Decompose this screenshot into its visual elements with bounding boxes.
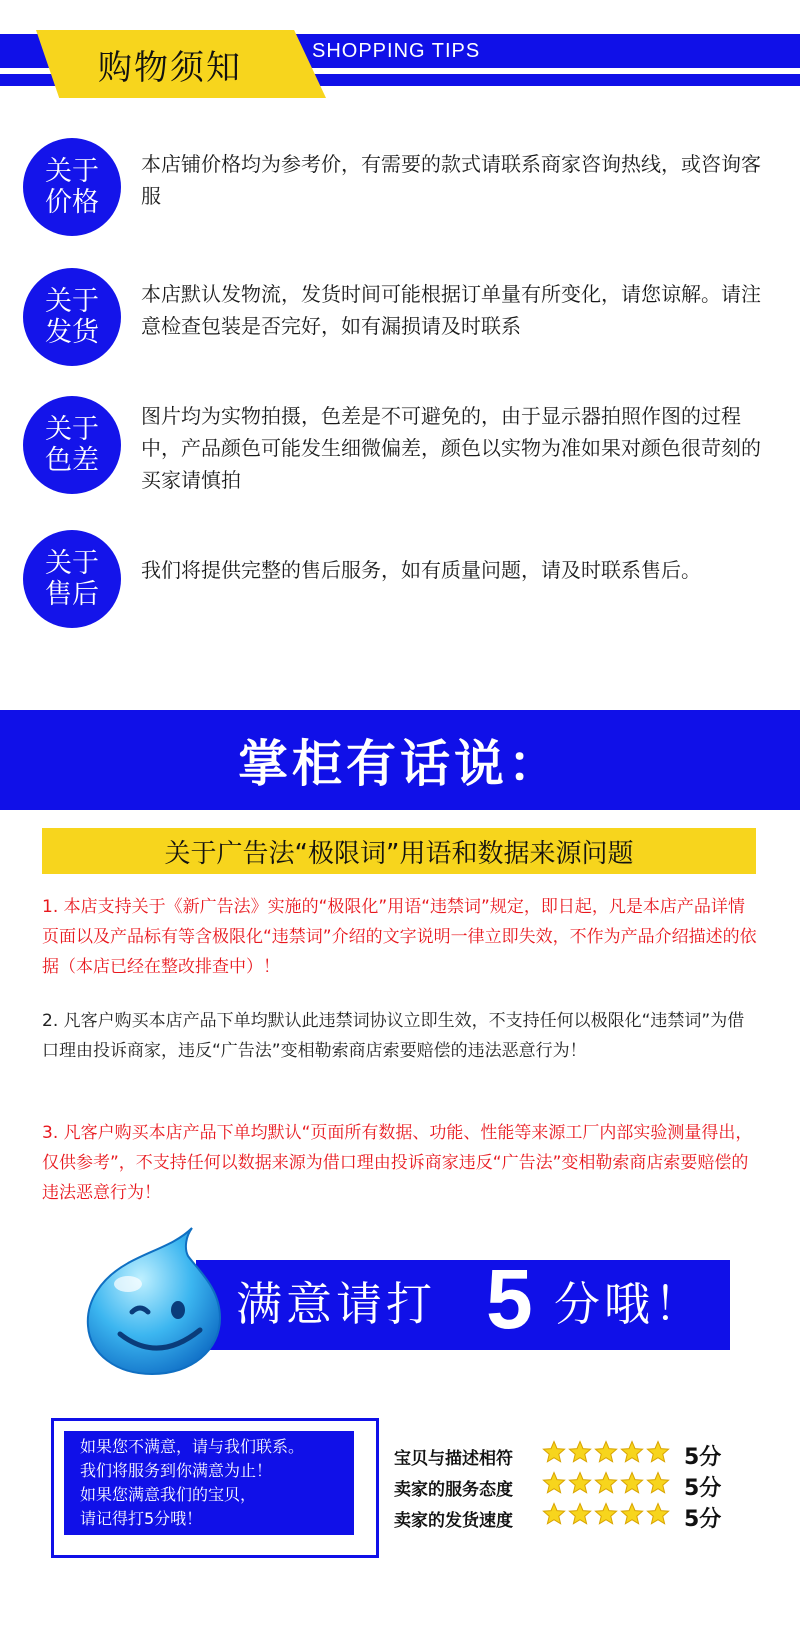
- gold-star-icon: [646, 1471, 670, 1495]
- rating-row-shipping-speed: [394, 1502, 734, 1532]
- tip-badge: 关于色差: [23, 396, 121, 494]
- tip-text: 图片均为实物拍摄，色差是不可避免的，由于显示器拍照作图的过程中，产品颜色可能发生细微偏差，颜色以实物为准如果对颜色很苛刻的买家请慎拍: [141, 404, 761, 492]
- gold-star-icon: [542, 1471, 566, 1495]
- gold-star-icon: [646, 1502, 670, 1526]
- rating-stars: [542, 1471, 670, 1495]
- tip-badge: 关于发货: [23, 268, 121, 366]
- tip-badge: 关于价格: [23, 138, 121, 236]
- rating-banner-prefix: 满意请打: [236, 1277, 436, 1331]
- boss-says-banner: [0, 710, 800, 810]
- gold-star-icon: [568, 1440, 592, 1464]
- ad-law-heading-bar: [42, 828, 756, 874]
- tip-text: 本店默认发物流，发货时间可能根据订单量有所变化，请您谅解。请注意检查包装是否完好，如有漏损请及时联系: [141, 282, 761, 338]
- gold-star-icon: [568, 1502, 592, 1526]
- rating-row-service: [394, 1471, 734, 1501]
- tip-text: 本店铺价格均为参考价，有需要的款式请联系商家咨询热线，或咨询客服: [141, 152, 761, 208]
- rating-label: 卖家的发货速度: [394, 1511, 513, 1531]
- ad-law-heading: 关于广告法“极限词”用语和数据来源问题: [164, 838, 634, 869]
- rating-banner-number: 5: [486, 1252, 533, 1346]
- rating-label: 卖家的服务态度: [394, 1480, 513, 1500]
- boss-says-title: 掌柜有话说：: [238, 735, 562, 793]
- contact-line: 请记得打5分哦！: [80, 1509, 203, 1528]
- gold-star-icon: [542, 1502, 566, 1526]
- gold-star-icon: [646, 1440, 670, 1464]
- gold-star-icon: [542, 1440, 566, 1464]
- rating-banner: [196, 1252, 730, 1350]
- gold-star-icon: [568, 1471, 592, 1495]
- gold-star-icon: [620, 1471, 644, 1495]
- rating-score: 5分: [684, 1507, 722, 1532]
- rating-row-description: [394, 1440, 734, 1470]
- rating-stars: [542, 1440, 670, 1464]
- ad-law-paragraph-3: 3. 凡客户购买本店产品下单均默认“页面所有数据、功能、性能等来源工厂内部实验测量得出，仅供参考”，不支持任何以数据来源为借口理由投诉商家违反“广告法”变相勒索商店索要赔偿的违法恶意行为！: [42, 1123, 753, 1203]
- gold-star-icon: [620, 1502, 644, 1526]
- gold-star-icon: [594, 1502, 618, 1526]
- tip-badge: 关于售后: [23, 530, 121, 628]
- contact-box-inner: [64, 1431, 354, 1535]
- ad-law-paragraph-1: 1. 本店支持关于《新广告法》实施的“极限化”用语“违禁词”规定，即日起，凡是本店产品详情页面以及产品标有等含极限化“违禁词”介绍的文字说明一律立即失效，不作为产品介绍描述的依据（本店已经在整改排查中）！: [42, 897, 757, 977]
- shopping-tips-header: [0, 34, 800, 98]
- rating-stars: [542, 1502, 670, 1526]
- rating-banner-suffix: 分哦！: [554, 1277, 704, 1331]
- contact-line: 我们将服务到你满意为止！: [80, 1461, 273, 1480]
- header-title: 购物须知: [98, 48, 242, 88]
- tip-text: 我们将提供完整的售后服务，如有质量问题，请及时联系售后。: [141, 558, 701, 582]
- gold-star-icon: [620, 1440, 644, 1464]
- gold-star-icon: [594, 1440, 618, 1464]
- contact-line: 如果您不满意，请与我们联系。: [80, 1437, 305, 1456]
- contact-line: 如果您满意我们的宝贝，: [80, 1485, 257, 1504]
- rating-label: 宝贝与描述相符: [394, 1449, 513, 1469]
- rating-score: 5分: [684, 1445, 722, 1470]
- header-subtitle: SHOPPING TIPS: [312, 40, 481, 62]
- smiling-droplet-mascot-icon: [80, 1226, 230, 1376]
- rating-score: 5分: [684, 1476, 722, 1501]
- ad-law-paragraph-2: 2. 凡客户购买本店产品下单均默认此违禁词协议立即生效，不支持任何以极限化“违禁词”为借口理由投诉商家，违反“广告法”变相勒索商店索要赔偿的违法恶意行为！: [42, 1011, 745, 1061]
- gold-star-icon: [594, 1471, 618, 1495]
- contact-box: [51, 1418, 379, 1558]
